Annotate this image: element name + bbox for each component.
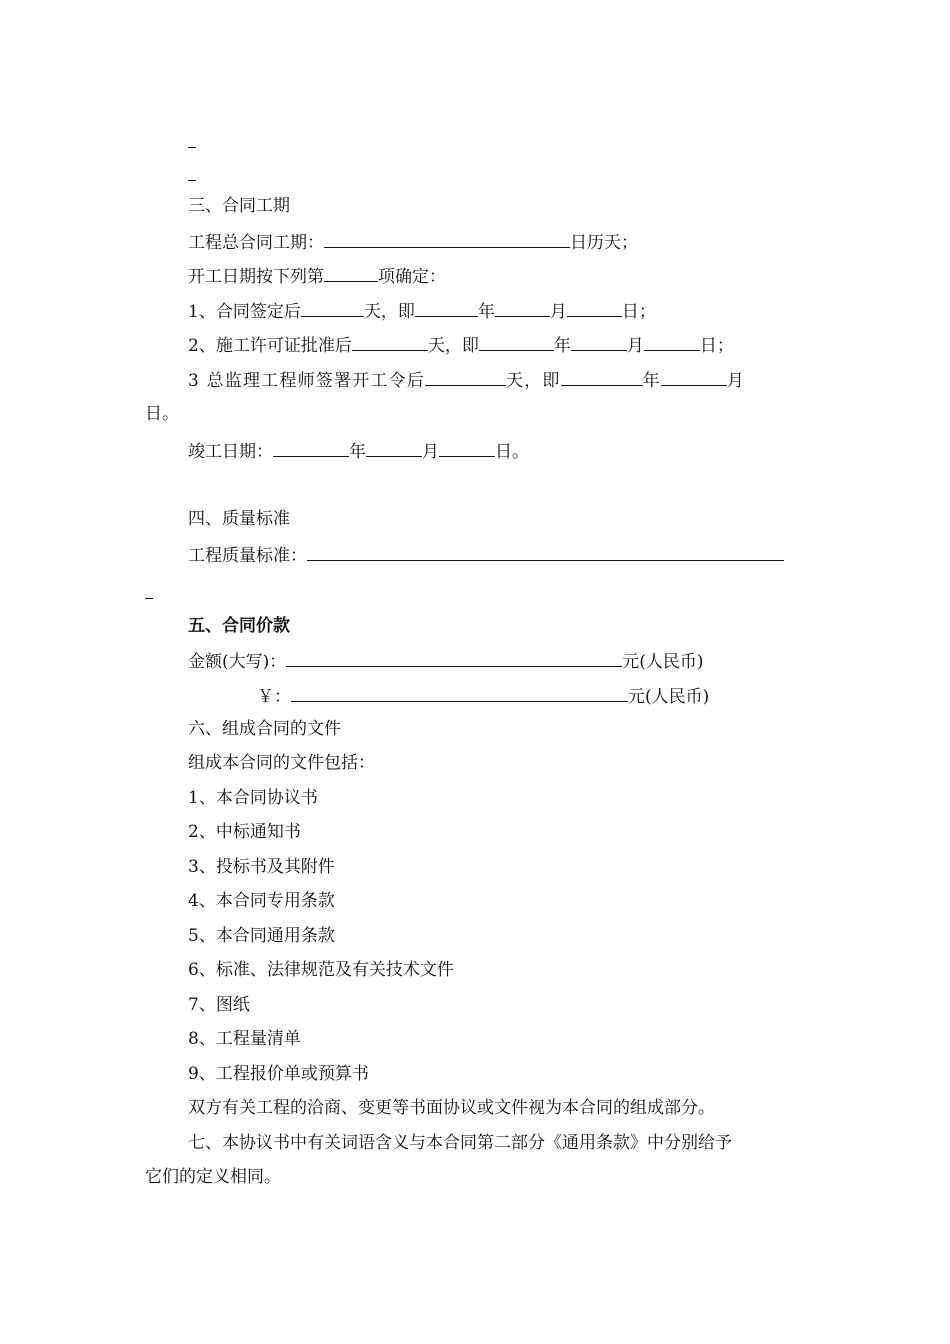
amount-num-line (257, 684, 709, 706)
amount-num-blank[interactable] (291, 684, 628, 702)
amount-upper-blank[interactable] (286, 649, 622, 667)
opt1-end: 日； (621, 302, 656, 322)
opt1-day: 天，即 (363, 302, 415, 322)
opt1-year: 年 (477, 302, 495, 322)
completion-date-blank[interactable] (439, 439, 495, 457)
amount-upper-line (188, 649, 704, 671)
amount-upper-label: 金额(大写)： (188, 652, 287, 672)
start-intro-b: 项确定： (378, 267, 446, 287)
section5-heading: 五、合同价款 (188, 616, 290, 636)
amount-num-unit: 元(人民币) (628, 687, 710, 707)
duration-line (188, 230, 638, 252)
quality-label: 工程质量标准： (188, 546, 307, 566)
document-item: 6、标准、法律规范及有关技术文件 (188, 960, 454, 980)
section7-line2: 它们的定义相同。 (145, 1167, 281, 1187)
opt3-month-blank[interactable] (661, 368, 727, 386)
documents-closing: 双方有关工程的洽商、变更等书面协议或文件视为本合同的组成部分。 (188, 1098, 715, 1118)
document-item: 8、工程量清单 (188, 1029, 301, 1049)
completion-end: 日。 (495, 442, 529, 462)
start-option-2 (188, 333, 734, 355)
opt1-date-blank[interactable] (567, 299, 622, 317)
document-item: 5、本合同通用条款 (188, 926, 335, 946)
section7-line1: 七、本协议书中有关词语含义与本合同第二部分《通用条款》中分别给予 (188, 1133, 732, 1153)
opt2-month-blank[interactable] (571, 333, 627, 351)
completion-year-blank[interactable] (273, 439, 349, 457)
opt3-label: 3 总监理工程师签署开工令后 (188, 371, 426, 391)
document-item: 2、中标通知书 (188, 822, 301, 842)
amount-upper-unit: 元(人民币) (622, 652, 704, 672)
opt2-label: 2、施工许可证批准后 (188, 336, 352, 356)
duration-label: 工程总合同工期： (188, 233, 324, 253)
amount-num-label: ￥： (257, 687, 291, 707)
document-item: 4、本合同专用条款 (188, 891, 335, 911)
opt1-year-blank[interactable] (415, 299, 478, 317)
section3-heading: 三、合同工期 (188, 196, 290, 216)
opt3-days-blank[interactable] (425, 368, 506, 386)
opt1-month: 月 (549, 302, 567, 322)
completion-month-blank[interactable] (366, 439, 422, 457)
opt2-days-blank[interactable] (352, 333, 428, 351)
duration-unit: 日历天； (570, 233, 638, 253)
opt1-days-blank[interactable] (301, 299, 364, 317)
opt1-label: 1、合同签定后 (188, 302, 301, 322)
section4-heading: 四、质量标准 (188, 509, 290, 529)
quality-line (188, 543, 784, 565)
opt3-year-blank[interactable] (561, 368, 643, 386)
stray-dash (145, 598, 153, 599)
start-option-1 (188, 299, 656, 321)
opt2-date-blank[interactable] (644, 333, 700, 351)
completion-year: 年 (349, 442, 366, 462)
start-intro-a: 开工日期按下列第 (188, 267, 324, 287)
opt2-year: 年 (553, 336, 571, 356)
opt2-year-blank[interactable] (479, 333, 554, 351)
document-item: 3、投标书及其附件 (188, 857, 335, 877)
start-option-3 (188, 368, 745, 390)
completion-label: 竣工日期： (188, 442, 273, 462)
quality-blank[interactable] (307, 543, 784, 561)
stray-dash (188, 147, 196, 148)
opt3-day: 天，即 (506, 371, 561, 391)
duration-blank[interactable] (324, 230, 570, 248)
document-item: 9、工程报价单或预算书 (188, 1064, 369, 1084)
option-number-blank[interactable] (324, 264, 378, 282)
opt2-day: 天，即 (427, 336, 479, 356)
opt3-continuation: 日。 (145, 404, 179, 424)
opt2-end: 日； (699, 336, 734, 356)
document-item: 1、本合同协议书 (188, 788, 318, 808)
opt1-month-blank[interactable] (495, 299, 550, 317)
documents-intro: 组成本合同的文件包括： (188, 753, 375, 773)
stray-dash (188, 180, 196, 181)
completion-line (188, 439, 529, 461)
document-item: 7、图纸 (188, 995, 250, 1015)
opt3-month: 月 (726, 371, 746, 391)
opt2-month: 月 (626, 336, 644, 356)
opt3-year: 年 (642, 371, 661, 391)
completion-month: 月 (422, 442, 439, 462)
start-intro-line (188, 264, 446, 286)
section6-heading: 六、组成合同的文件 (188, 719, 341, 739)
